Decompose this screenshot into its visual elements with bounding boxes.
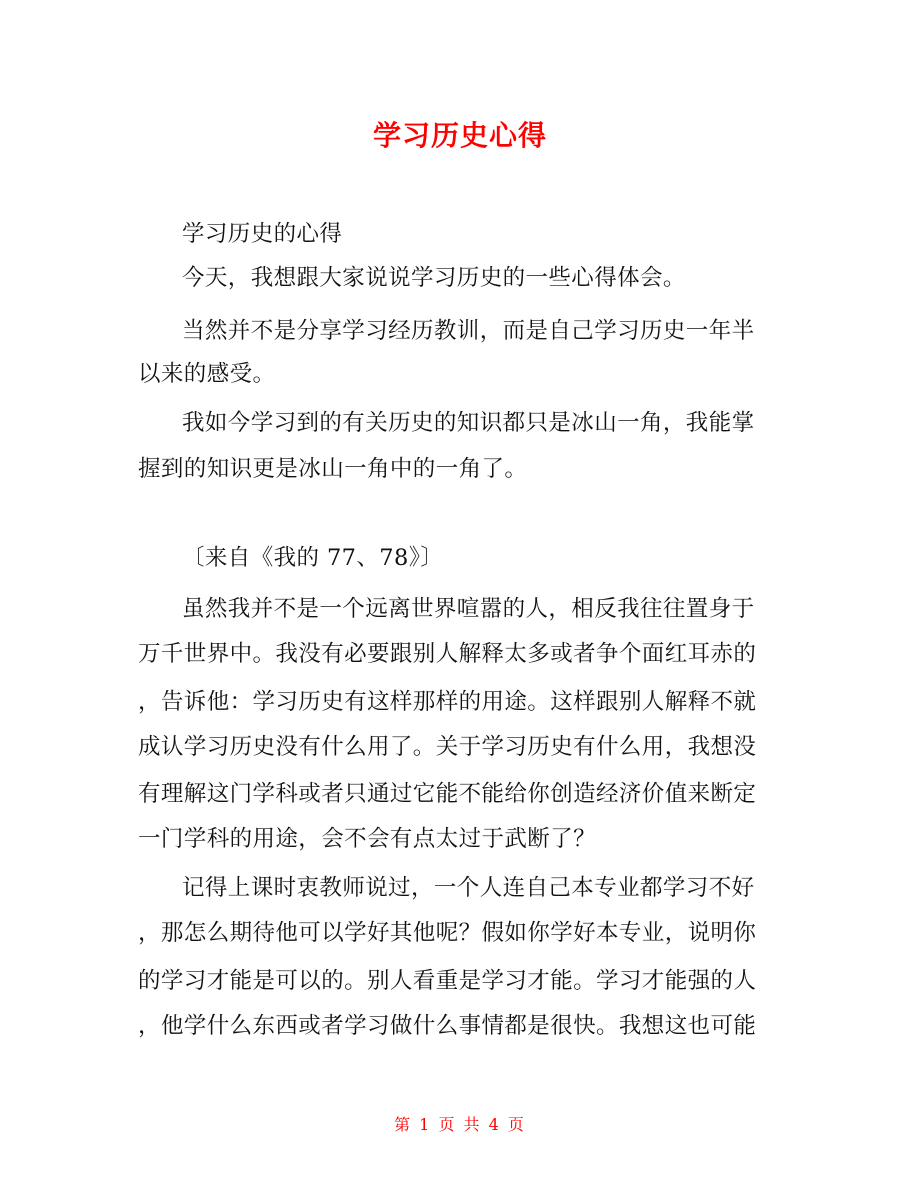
page-number: 第 1 页 共 4 页 (394, 1115, 526, 1134)
paragraph-line: 记得上课时衷教师说过，一个人连自己本专业都学习不好 (182, 875, 755, 901)
paragraph-line: 虽然我并不是一个远离世界喧嚣的人，相反我往往置身于 (182, 596, 755, 622)
paragraph-line: 握到的知识更是冰山一角中的一角了。 (138, 456, 528, 482)
paragraph-line: 以来的感受。 (138, 361, 276, 387)
paragraph-line: 我如今学习到的有关历史的知识都只是冰山一角，我能掌 (182, 410, 755, 436)
paragraph-line: ，那怎么期待他可以学好其他呢？假如你学好本专业，说明你 (138, 920, 757, 946)
paragraph-line: 有理解这门学科或者只通过它能不能给你创造经济价值来断定 (138, 781, 757, 807)
paragraph-line: 学习历史的心得 (182, 221, 343, 247)
paragraph-line: 今天，我想跟大家说说学习历史的一些心得体会。 (182, 265, 686, 291)
paragraph-line: ，他学什么东西或者学习做什么事情都是很快。我想这也可能 (138, 1013, 757, 1039)
paragraph-line: 一门学科的用途，会不会有点太过于武断了？ (138, 826, 597, 852)
paragraph-line: 当然并不是分享学习经历教训，而是自己学习历史一年半 (182, 318, 755, 344)
paragraph-line: 万千世界中。我没有必要跟别人解释太多或者争个面红耳赤的 (138, 641, 757, 667)
paragraph-line: 成认学习历史没有什么用了。关于学习历史有什么用，我想没 (138, 734, 757, 760)
source-note: 〔来自《我的 77、78》〕 (182, 545, 444, 571)
paragraph-line: ，告诉他：学习历史有这样那样的用途。这样跟别人解释不就 (138, 689, 757, 715)
paragraph-line: 的学习才能是可以的。别人看重是学习才能。学习才能强的人 (138, 968, 757, 994)
document-title: 学习历史心得 (372, 119, 547, 152)
